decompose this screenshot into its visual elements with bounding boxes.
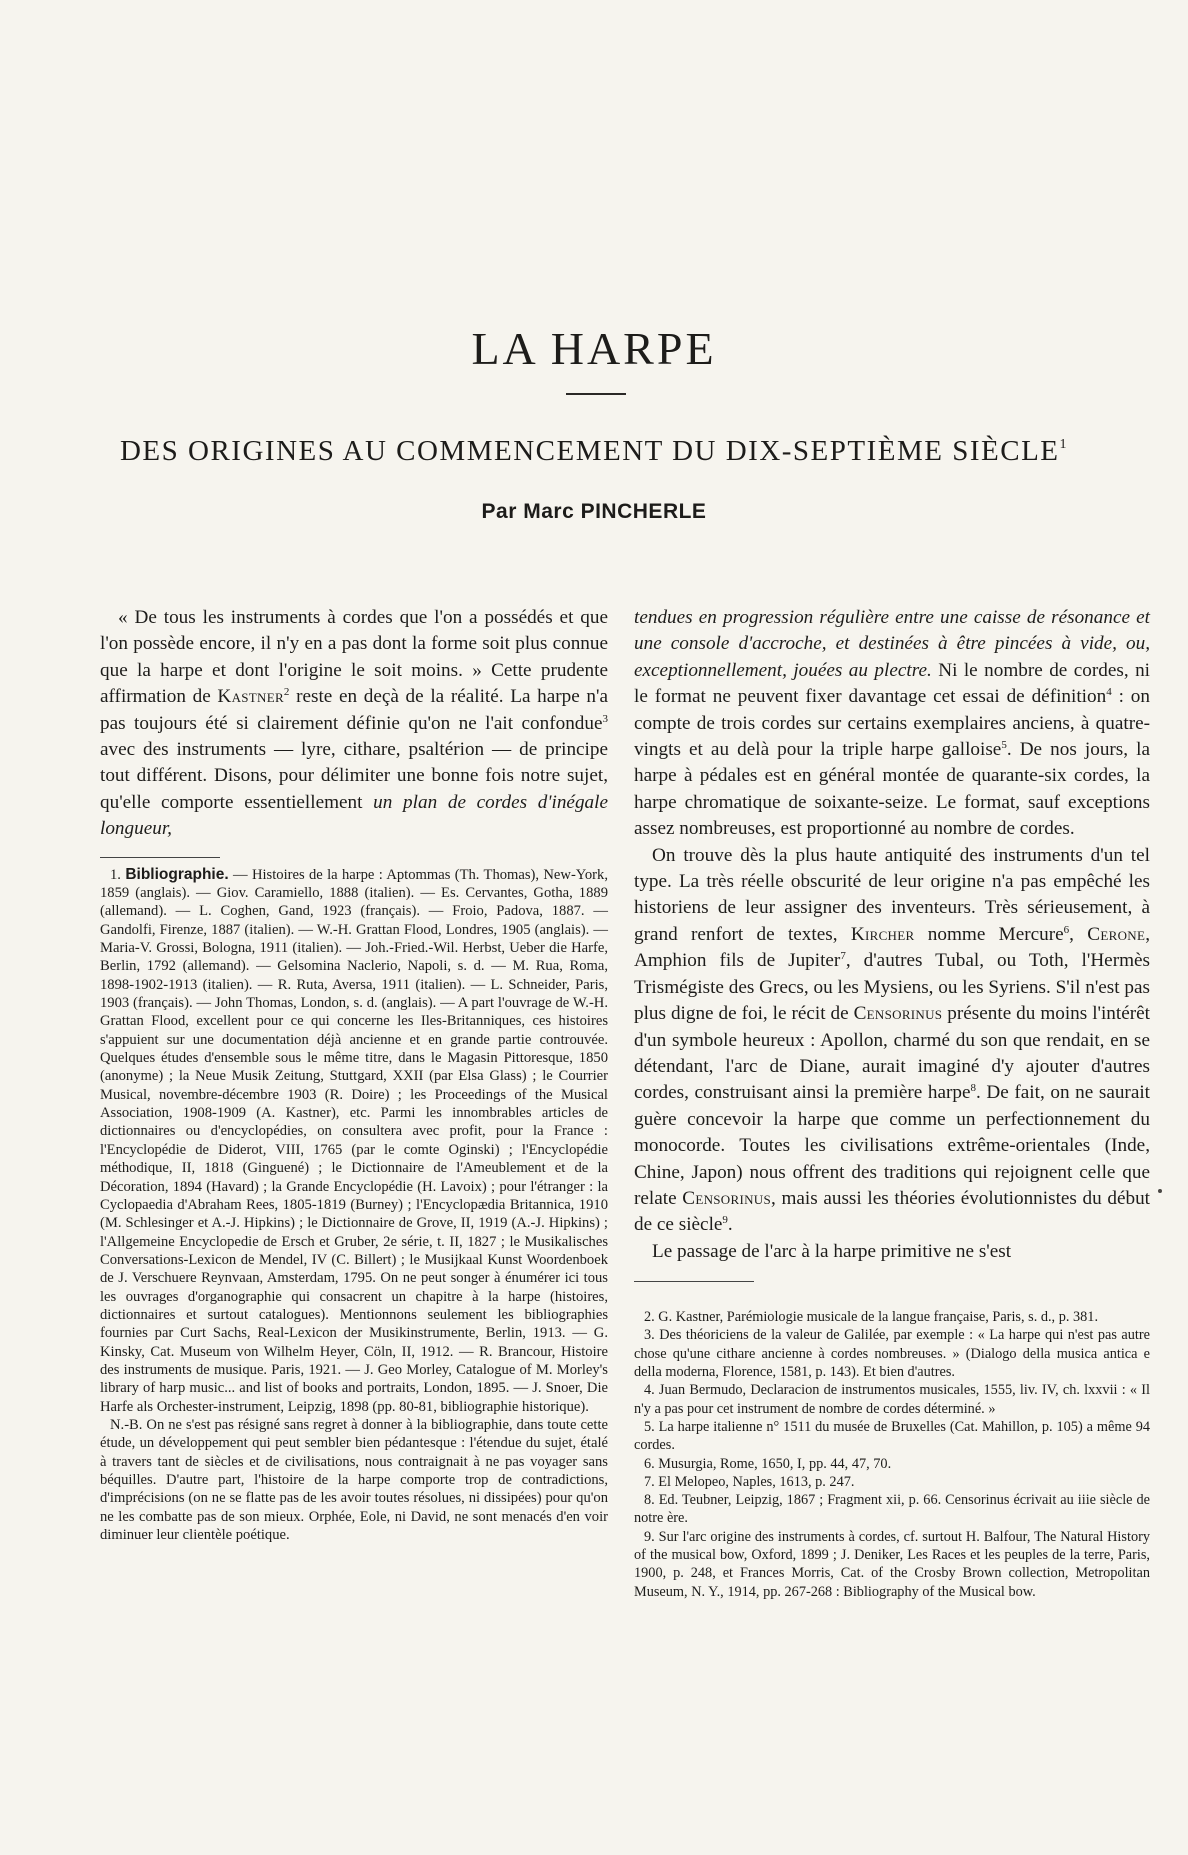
footnote-ref[interactable]: 7 xyxy=(840,950,846,963)
paragraph: On trouve dès la plus haute antiquité des instruments d'un tel type. La très réelle obscurité de leur origine n'a pas empêché les historiens de leur assigner des inventeurs. Très sérieusement, à grand renfort de textes, Kircher nomme Mercure$^6$, Cerone, Amphion fils de Jupiter$^7$, d'autres Tubal, ou Toth, l'Hermès Trismégiste des Grecs, ou les Mysiens, ou les Syriens. S'il n'est pas plus digne de foi, le récit de Censorinus présente du moins l'intérêt d'un symbole heureux : Apollon, charmé du son que rendait, en se détendant, l'arc de Diane, aurait imaginé d'y ajouter d'autres cordes, construisant ainsi la première harpe$^8$. De fait, on ne saurait guère concevoir la harpe que comme un perfectionnement du monocorde. Toutes les civilisations extrême-orientales (Inde, Chine, Japon) nous offrent des traditions qui rejoignent celle que relate Censorinus, mais aussi les théories évolutionnistes du début de ce siècle$^9$. xyxy=(634,844,1150,1236)
footnote-9: 9. Sur l'arc origine des instruments à cordes, cf. surtout H. Balfour, The Natural History of the musical bow, Oxford, 1899 ; J. Deniker, Les Races et les peuples de la terre, Paris, 1900, p. 248, et Frances Morris, Cat. of the Crosby Brown collection, Metropolitan Museum, N. Y., 1914, pp. 267-268 : Bibliography of the Musical bow. xyxy=(634,1528,1150,1600)
subtitle-text: DES ORIGINES AU COMMENCEMENT DU DIX-SEPTIÈME SIÈCLE xyxy=(119,435,1060,467)
footnote-5: 5. La harpe italienne n° 1511 du musée de Bruxelles (Cat. Mahillon, p. 105) a même 94 cordes. xyxy=(634,1418,1150,1454)
footnote-rule xyxy=(100,857,220,858)
footnote-2: 2. G. Kastner, Parémiologie musicale de la langue française, Paris, s. d., p. 381. xyxy=(644,1309,1099,1326)
footnote-8: 8. Ed. Teubner, Leipzig, 1867 ; Fragment xii, p. 66. Censorinus écrivait au iiie siècle de notre ère. xyxy=(634,1492,1150,1527)
author-ref: Kircher xyxy=(850,923,915,945)
footnotes-left xyxy=(100,866,608,1545)
right-body-text xyxy=(634,605,1150,1265)
footnote-1 xyxy=(100,866,608,1416)
margin-mark xyxy=(1158,1189,1162,1193)
footnote-7: 7. El Melopeo, Naples, 1613, p. 247. xyxy=(644,1473,855,1490)
footnote-ref[interactable]: 6 xyxy=(1063,923,1070,936)
left-column xyxy=(100,605,608,1544)
footnote-4: 4. Juan Bermudo, Declaracion de instrumentos musicales, 1555, liv. IV, ch. lxxvii : « Il n'y a pas pour cet instrument de nombre de cordes déterminé. » xyxy=(634,1382,1150,1417)
footnote-heading: Bibliographie. xyxy=(125,865,229,883)
author-prefix: Par Marc xyxy=(481,500,575,523)
footnote-6: 6. Musurgia, Rome, 1650, I, pp. 44, 47, 70. xyxy=(644,1455,892,1472)
footnote-ref[interactable]: 2 xyxy=(283,686,290,699)
paragraph: tendues en progression régulière entre une caisse de résonance et une console d'accroche, et destinées à être pincées à vide, ou, exceptionnellement, jouées au plectre. Ni le nombre de cordes, ni le format ne peuvent fixer davantage cet essai de définition$^4$ : on compte de trois cordes sur certains exemplaires anciens, à quatre-vingts et au delà pour la triple harpe galloise$^5$. De nos jours, la harpe à pédales est en général montée de quarante-six cordes, la harpe chromatique de soixante-seize. Le format, sauf exceptions assez nombreuses, est proportionné au nombre de cordes. xyxy=(634,607,1150,840)
title-rule xyxy=(566,393,626,395)
article-title: LA HARPE xyxy=(471,323,717,374)
footnote-rule xyxy=(634,1281,754,1282)
author-ref: Censorinus xyxy=(853,1003,943,1025)
footnote-nb: N.-B. On ne s'est pas résigné sans regret à donner à la bibliographie, dans toute cette étude, un développement qui peut sembler bien pédantesque : l'étendue du sujet, étalé à travers tant de siècles et de civilisations, nous contraignait à ne pas voyager sans béquilles. D'autre part, l'histoire de la harpe comporte trop de contradictions, d'imprécisions (on ne se flatte pas de les avoir toutes résolues, ni dissipées) pour qu'on ne les combatte pas de son mieux. Orphée, Eole, ni David, ne sont menacés d'en voir diminuer leur clientèle poétique. xyxy=(100,1416,608,1544)
footnote-ref[interactable]: 5 xyxy=(1001,739,1007,752)
author-line xyxy=(0,500,1188,524)
author-ref: Cerone xyxy=(1087,923,1146,945)
emphasis: un plan de cordes d'inégale longueur, xyxy=(100,791,608,840)
subtitle-footnote-ref[interactable]: 1 xyxy=(1059,437,1069,452)
footnote-ref[interactable]: 3 xyxy=(602,712,608,725)
left-body-text xyxy=(100,605,608,843)
right-column xyxy=(634,605,1150,1601)
footnote-number: 1. xyxy=(110,866,121,883)
paragraph: Le passage de l'arc à la harpe primitive ne s'est xyxy=(652,1240,1012,1262)
emphasis: tendues en progression régulière entre une caisse de résonance et une console d'accroche, et destinées à être pincées à vide, ou, exceptionnellement, jouées au plectre. xyxy=(634,607,1150,681)
footnote-ref[interactable]: 4 xyxy=(1106,686,1112,699)
author-name: PINCHERLE xyxy=(580,500,707,523)
footnote-ref[interactable]: 9 xyxy=(722,1214,728,1227)
footnotes-right xyxy=(634,1308,1150,1601)
article-subtitle xyxy=(0,435,1188,468)
footnote-text: — Histoires de la harpe : Aptommas (Th. Thomas), New-York, 1859 (anglais). — Giov. Caramiello, 1888 (italien). — Es. Cervantes, Gotha, 1889 (allemand). — L. Coghen, Gand, 1923 (français). — Froio, Padova, 1887. — Gandolfi, Firenze, 1887 (italien). — W.-H. Grattan Flood, Londres, 1905 (anglais). — Maria-V. Grossi, Bologna, 1911 (italien). — Joh.-Fried.-Wil. Herbst, Ueber die Harfe, Berlin, 1792 (allemand). — Gelsomina Naclerio, Napoli, s. d. — M. Rua, Roma, 1898-1902-1913 (italien). — R. Ruta, Aversa, 1911 (italien). — L. Schneider, Paris, 1903 (français). — John Thomas, London, s. d. (anglais). — A part l'ouvrage de W.-H. Grattan Flood, excellent pour ce qui concerne les Iles-Britanniques, ces histoires s'appuient sur une documentation déjà ancienne et en grande partie controuvée. Quelques études d'ensemble sous le même titre, dans le Magasin Pittoresque, 1850 (anonyme) ; la Neue Musik Zeitung, Stuttgard, XXII (par Elsa Glass) ; le Courrier Musical, novembre-décembre 1903 (R. Doire) ; les Proceedings of the Musical Association, 1908-1909 (A. Kastner), etc. Parmi les innombrables articles de dictionnaires ou d'encyclopédies, on consultera avec profit, pour la France : l'Encyclopédie de Diderot, VIII, 1765 (par le comte Oginski) ; l'Encyclopédie méthodique, II, 1818 (Ginguené) ; le Dictionnaire de l'Ameublement et de la Décoration, 1894 (Havard) ; la Grande Encyclopédie (H. Lavoix) ; pour l'étranger : la Cyclopaedia d'Abraham Rees, 1805-1819 (Burney) ; l'Encyclopædia Britannica, 1910 (M. Schlesinger et A.-J. Hipkins) ; le Dictionnaire de Grove, II, 1919 (A.-J. Hipkins) ; l'Allgemeine Encyclopedie de Ersch et Gruber, 2e série, t. II, 1827 ; le Musikalisches Conversations-Lexicon de Mendel, IV (C. Billert) ; le Musijkaal Kunst Woordenboek de J. Verschuere Reynvaan, Amsterdam, 1795. On ne peut songer à énumérer ici tous les ouvrages d'organographie qui consacrent un chapitre à la harpe (histoires, dictionnaires et surtout catalogues). Mentionnons seulement les bibliographies fournies par Curt Sachs, Real-Lexicon der Musikinstrumente, Berlin, 1913. — G. Kinsky, Cat. Museum von Wilhelm Heyer, Cöln, II, 1912. — R. Brancour, Histoire des instruments de musique. Paris, 1921. — J. Geo Morley, Catalogue of M. Morley's library of harp music... and list of books and portraits, London, 1895. — J. Snoer, Die Harfe als Orchester-instrument, Leipzig, 1898 (pp. 80-81, bibliographie historique). xyxy=(100,866,608,1415)
author-ref: Kastner xyxy=(217,686,284,708)
footnote-3: 3. Des théoriciens de la valeur de Galilée, par exemple : « La harpe qui n'est pas autre chose qu'une cithare ancienne à cordes nombreuses. » (Dialogo della musica antica e della moderna, Florence, 1581, p. 143). Et bien d'autres. xyxy=(634,1327,1150,1381)
footnote-ref[interactable]: 8 xyxy=(970,1082,976,1095)
paragraph: « De tous les instruments à cordes que l'on a possédés et que l'on possède encore, il n'y en a pas dont la forme soit plus connue que la harpe et dont l'origine le soit moins. » Cette prudente affirmation de Kastner$^2$ reste en deçà de la réalité. La harpe n'a pas toujours été si clairement définie qu'on ne l'ait confondue$^3$ avec des instruments — lyre, cithare, psaltérion — de principe tout différent. Disons, pour délimiter une bonne fois notre sujet, qu'elle comporte essentiellement un plan de cordes d'inégale longueur, xyxy=(100,607,608,840)
author-ref: Censorinus xyxy=(682,1187,772,1209)
